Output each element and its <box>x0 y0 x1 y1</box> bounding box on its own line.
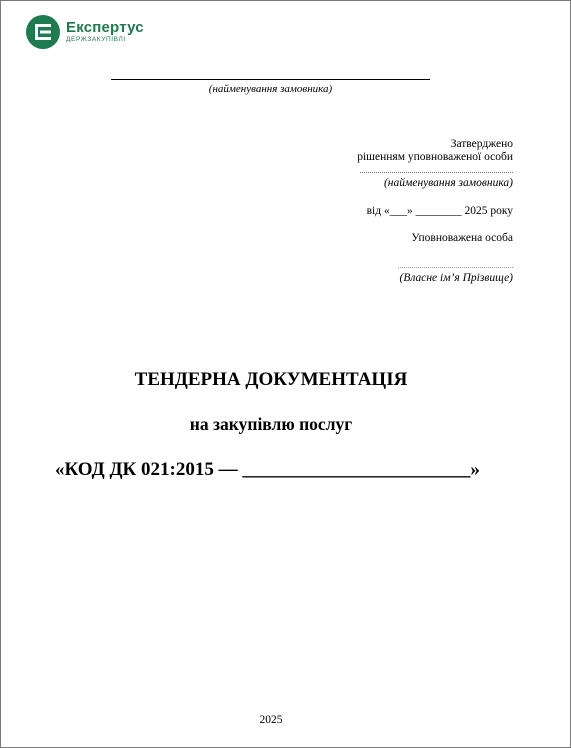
approval-block <box>293 138 513 190</box>
approval-label: Затверджено <box>450 138 513 150</box>
approval-basis: рішенням уповноваженої особи <box>357 151 513 163</box>
signature-blank-line <box>398 267 513 268</box>
logo-subtitle: ДЕРЖЗАКУПІВЛІ <box>66 36 126 44</box>
logo-name: Експертус <box>66 19 144 37</box>
document-year: 2025 <box>259 714 283 726</box>
approval-customer-caption: (найменування замовника) <box>383 177 513 189</box>
procurement-code-line: «КОД ДК 021:2015 — ________________________» <box>55 459 480 480</box>
authorized-person-label: Уповноважена особа <box>411 232 513 244</box>
expertus-logo <box>26 15 144 49</box>
approval-date-line: від «___» ________ 2025 року <box>366 205 513 217</box>
customer-name-blank-line <box>111 79 430 80</box>
authorized-person-name-caption: (Власне ім’я Прізвище) <box>399 272 513 284</box>
document-title: ТЕНДЕРНА ДОКУМЕНТАЦІЯ <box>134 369 408 390</box>
document-subtitle: на закупівлю послуг <box>189 414 353 434</box>
approval-customer-blank-line <box>360 172 513 173</box>
customer-name-caption: (найменування замовника) <box>208 83 333 95</box>
expertus-logo-icon <box>26 15 60 49</box>
